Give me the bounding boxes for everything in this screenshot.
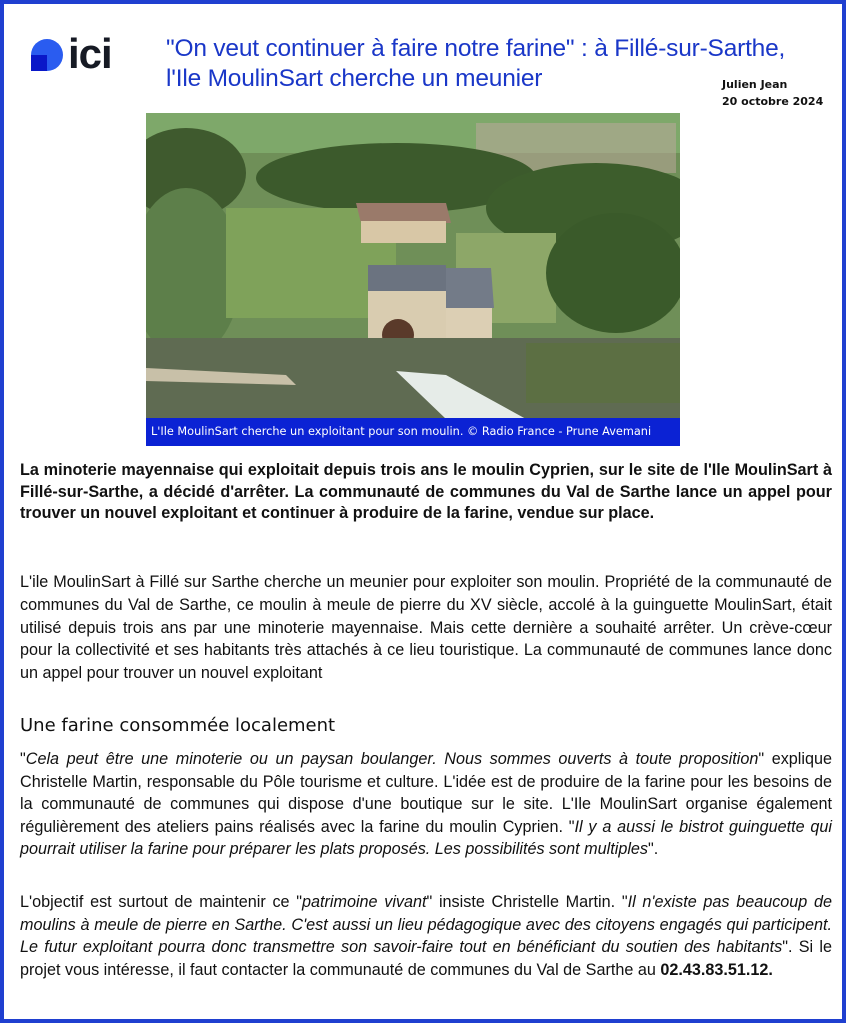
paragraph-text: " explique Christelle Martin, responsable du Pôle tourisme et culture. L'idée est de produire de la farine pour les besoins de la communauté de communes qui dispose d'une boutique sur le site. L'Ile MoulinSart organise également régulièrement des ateliers pains réalisés avec la farine du moulin Cyprien. ": [20, 750, 832, 836]
byline: [722, 76, 823, 110]
ici-logo[interactable]: [28, 30, 124, 78]
mill-aerial-photo: [146, 113, 680, 419]
photo-caption: L'Ile MoulinSart cherche un exploitant pour son moulin. © Radio France - Prune Avemani: [146, 418, 680, 446]
farmhouse: [361, 221, 446, 243]
article-lead: La minoterie mayennaise qui exploitait depuis trois ans le moulin Cyprien, sur le site de l'Ile MoulinSart à Fillé-sur-Sarthe, a décidé d'arrêter. La communauté de communes du Val de Sarthe lance un appel pour trouver un nouvel exploitant et continuer à produire de la farine, vendue sur place.: [20, 461, 832, 522]
title-line-2: l'Ile MoulinSart cherche un meunier: [166, 65, 543, 92]
article-paragraph-2: [20, 748, 832, 861]
mill-roof: [368, 265, 446, 291]
article-paragraph-1: L'ile MoulinSart à Fillé sur Sarthe cherche un meunier pour exploiter son moulin. Propriété de la communauté de communes du Val de Sarthe, ce moulin à meule de pierre du XV siècle, accolé à la guinguette MoulinSart, était utilisé depuis trois ans par une minoterie mayennaise. Mais cette dernière a souhaité arrêter. Un crève-cœur pour la collectivité et ses habitants très attachés à ce lieu touristique. La communauté de communes lance donc un appel pour trouver un nouvel exploitant: [20, 573, 832, 683]
quote-1: Cela peut être une minoterie ou un paysan boulanger. Nous sommes ouverts à toute proposition: [25, 750, 759, 768]
mill-roof-annex: [446, 268, 494, 308]
contact-phone[interactable]: 02.43.83.51.12.: [660, 960, 773, 979]
mill-annex-wall: [446, 308, 492, 338]
article-photo: [146, 113, 680, 419]
paragraph-text: ". Si le projet vous intéresse, il faut contacter la communauté de communes du Val de Sarthe au: [20, 938, 832, 979]
publish-date: 20 octobre 2024: [722, 95, 824, 108]
article-paragraph-3: [20, 891, 832, 981]
quote-mark: ": [20, 750, 26, 768]
quote-2: Il y a aussi le bistrot guinguette qui pourrait utiliser la farine pour préparer les plats proposés. Les possibilités sont multiples: [20, 817, 832, 859]
quote-1: patrimoine vivant: [301, 893, 427, 911]
author-name: Julien Jean: [722, 78, 788, 91]
section-heading: Une farine consommée localement: [20, 715, 336, 736]
paragraph-text: L'objectif est surtout de maintenir ce ": [20, 893, 302, 911]
title-line-1: "On veut continuer à faire notre farine" : à Fillé-sur-Sarthe,: [166, 35, 786, 62]
paragraph-text: ".: [648, 840, 659, 859]
quote-2: Il n'existe pas beaucoup de moulins à meule de pierre en Sarthe. C'est aussi un lieu pédagogique avec des citoyens engagés qui participent. Le futur exploitant pourra donc transmettre son savoir-faire tout en bénéficiant du soutien des habitants: [20, 893, 832, 957]
logo-text: ici: [68, 30, 112, 77]
big-tree: [546, 213, 680, 333]
paragraph-text: " insiste Christelle Martin. ": [426, 893, 628, 911]
logo-square-icon: [31, 55, 47, 71]
water-lilies: [526, 343, 680, 403]
farmhouse-roof: [356, 203, 451, 223]
